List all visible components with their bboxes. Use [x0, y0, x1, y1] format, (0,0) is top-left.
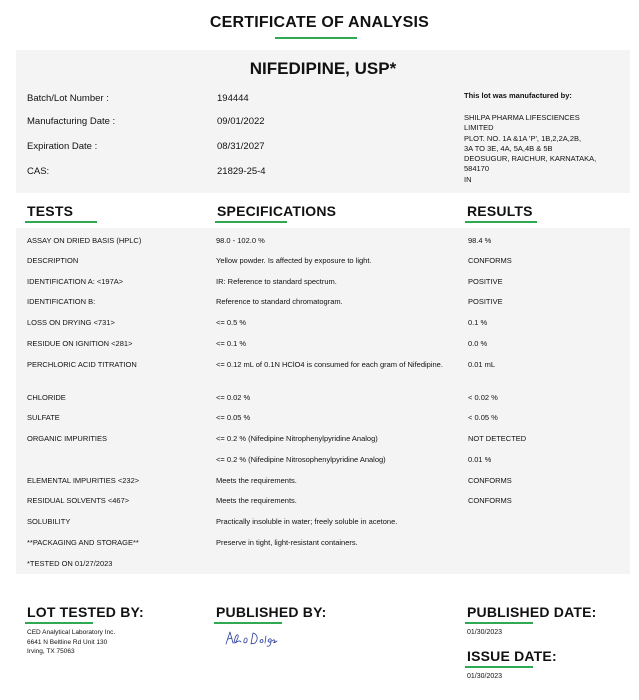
results-header-underline — [465, 221, 537, 223]
published-date-value: 01/30/2023 — [467, 629, 503, 636]
cas-value: 21829-25-4 — [217, 166, 266, 177]
tests-header-underline — [25, 221, 97, 223]
table-row — [16, 251, 630, 271]
expiration-date-value: 08/31/2027 — [217, 141, 265, 152]
test-name: RESIDUE ON IGNITION <281> — [27, 339, 133, 348]
title-underline — [275, 37, 357, 39]
test-specification: Preserve in tight, light-resistant containers. — [216, 538, 358, 547]
lab-city-line: Irving, TX 75063 — [27, 648, 75, 655]
test-specification: Practically insoluble in water; freely soluble in acetone. — [216, 517, 398, 526]
table-row — [16, 313, 630, 333]
table-row — [16, 408, 630, 428]
test-name: SULFATE — [27, 413, 60, 422]
test-specification: <= 0.12 mL of 0.1N HClO4 is consumed for each gram of Nifedipine. — [216, 360, 443, 369]
test-specification: IR: Reference to standard spectrum. — [216, 277, 337, 286]
test-name: LOSS ON DRYING <731> — [27, 318, 115, 327]
lot-tested-by-heading: LOT TESTED BY: — [27, 604, 144, 620]
manufacturer-heading: This lot was manufactured by: — [464, 91, 572, 100]
manufacturer-line: DEOSUGUR, RAICHUR, KARNATAKA, — [464, 154, 597, 163]
test-specification: <= 0.5 % — [216, 318, 247, 327]
tests-header: TESTS — [27, 203, 74, 219]
test-name: *TESTED ON 01/27/2023 — [27, 559, 113, 568]
manufacturing-date-label: Manufacturing Date : — [27, 116, 116, 127]
test-result: < 0.05 % — [468, 413, 498, 422]
published-by-underline — [214, 622, 282, 624]
table-row — [16, 272, 630, 292]
results-header: RESULTS — [467, 203, 533, 219]
test-name: ORGANIC IMPURITIES — [27, 434, 108, 443]
issue-date-underline — [465, 666, 533, 668]
expiration-date-label: Expiration Date : — [27, 141, 98, 152]
published-by-heading: PUBLISHED BY: — [216, 604, 327, 620]
test-specification: <= 0.2 % (Nifedipine Nitrophenylpyridine Analog) — [216, 434, 378, 443]
manufacturer-line: LIMITED — [464, 123, 494, 132]
test-specification: Reference to standard chromatogram. — [216, 297, 343, 306]
product-name: NIFEDIPINE, USP* — [249, 59, 397, 78]
lab-address-line: 6641 N Beltline Rd Unit 130 — [27, 639, 108, 646]
issue-date-value: 01/30/2023 — [467, 673, 503, 680]
table-row — [16, 231, 630, 251]
test-name: IDENTIFICATION A: <197A> — [27, 277, 124, 286]
test-result: CONFORMS — [468, 496, 512, 505]
test-name: RESIDUAL SOLVENTS <467> — [27, 496, 130, 505]
test-result: < 0.02 % — [468, 393, 498, 402]
table-row — [16, 491, 630, 511]
specifications-header-underline — [215, 221, 287, 223]
manufacturer-line: 3A TO 3E, 4A, 5A,4B & 5B — [464, 144, 553, 153]
batch-label: Batch/Lot Number : — [27, 93, 109, 104]
test-specification: <= 0.1 % — [216, 339, 247, 348]
test-result: POSITIVE — [468, 277, 503, 286]
test-result: CONFORMS — [468, 476, 512, 485]
lot-tested-by-underline — [25, 622, 93, 624]
batch-value: 194444 — [217, 93, 249, 104]
table-row — [16, 429, 630, 449]
test-specification: 98.0 - 102.0 % — [216, 236, 265, 245]
manufacturer-line: 584170 — [464, 164, 490, 173]
test-name: CHLORIDE — [27, 393, 66, 402]
manufacturer-line: IN — [464, 175, 472, 184]
table-row — [16, 388, 630, 408]
test-name: PERCHLORIC ACID TITRATION — [27, 360, 137, 369]
table-row — [16, 450, 630, 470]
manufacturer-line: SHILPA PHARMA LIFESCIENCES — [464, 113, 580, 122]
test-result: 0.1 % — [468, 318, 488, 327]
signature — [224, 628, 278, 648]
cas-label: CAS: — [27, 166, 50, 177]
table-row — [16, 355, 630, 385]
table-row — [16, 292, 630, 312]
table-row — [16, 471, 630, 491]
test-specification: Meets the requirements. — [216, 476, 297, 485]
test-result: 0.01 % — [468, 455, 492, 464]
test-name: SOLUBILITY — [27, 517, 71, 526]
published-date-underline — [465, 622, 533, 624]
document-title: CERTIFICATE OF ANALYSIS — [209, 14, 430, 31]
manufacturer-line: PLOT. NO. 1A &1A 'P', 1B,2,2A,2B, — [464, 134, 582, 143]
test-name: IDENTIFICATION B: — [27, 297, 96, 306]
test-result: NOT DETECTED — [468, 434, 527, 443]
test-result: POSITIVE — [468, 297, 503, 306]
lab-name: CED Analytical Laboratory Inc. — [27, 629, 116, 636]
test-specification: Yellow powder. Is affected by exposure to light. — [216, 256, 372, 265]
test-result: 0.01 mL — [468, 360, 496, 369]
test-name: **PACKAGING AND STORAGE** — [27, 538, 139, 547]
test-specification: Meets the requirements. — [216, 496, 297, 505]
test-result: 98.4 % — [468, 236, 492, 245]
test-name: DESCRIPTION — [27, 256, 79, 265]
table-row — [16, 334, 630, 354]
table-row — [16, 512, 630, 532]
test-name: ELEMENTAL IMPURITIES <232> — [27, 476, 140, 485]
test-specification: <= 0.02 % — [216, 393, 251, 402]
issue-date-heading: ISSUE DATE: — [467, 648, 557, 664]
test-result: CONFORMS — [468, 256, 512, 265]
table-row — [16, 554, 630, 574]
test-name: ASSAY ON DRIED BASIS (HPLC) — [27, 236, 142, 245]
test-result: 0.0 % — [468, 339, 488, 348]
table-row — [16, 533, 630, 553]
published-date-heading: PUBLISHED DATE: — [467, 604, 597, 620]
test-specification: <= 0.05 % — [216, 413, 251, 422]
manufacturing-date-value: 09/01/2022 — [217, 116, 265, 127]
test-specification: <= 0.2 % (Nifedipine Nitrosophenylpyridine Analog) — [216, 455, 386, 464]
specifications-header: SPECIFICATIONS — [217, 203, 337, 219]
